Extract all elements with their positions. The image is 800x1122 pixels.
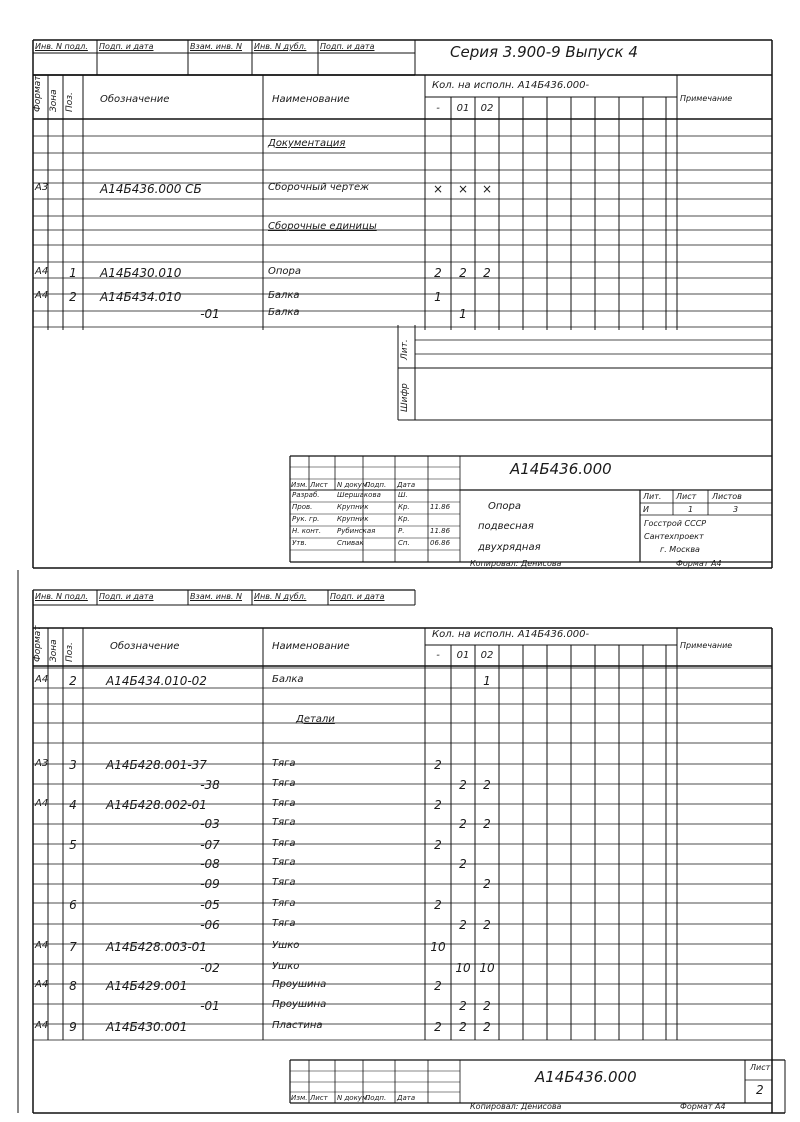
s1-lit-val: И [643, 505, 649, 514]
hdr2-designation: Обозначение [110, 641, 180, 652]
s2-row-7-designation: -08 [200, 857, 220, 871]
s1-org-line-0: Госстрой СССР [644, 519, 707, 528]
s2-row-13-name: Проушина [272, 979, 327, 990]
s1-row-4-format: А4 [35, 290, 49, 301]
s2-row-3-name: Тяга [272, 778, 296, 789]
s2-row-5-name: Тяга [272, 817, 296, 828]
s2-row-14-q2: 2 [483, 999, 491, 1013]
s2-row-11-designation: А14Б428.003-01 [106, 940, 207, 954]
inv2-label-4: Подп. и дата [330, 592, 385, 601]
s2-row-4-name: Тяга [272, 798, 296, 809]
s2-row-14-designation: -01 [200, 999, 220, 1013]
s1-row-1-format: А3 [35, 182, 49, 193]
s1-sheets-val: 3 [733, 505, 739, 514]
inv-label-1: Подп. и дата [99, 42, 154, 51]
inv2-label-0: Инв. N подл. [35, 592, 88, 601]
s2-stamp-hdr-1: Лист [310, 1094, 328, 1102]
s2-row-10-designation: -06 [200, 918, 220, 932]
s2-row-5-q2: 2 [483, 817, 491, 831]
s2-row-2-format: А3 [35, 758, 49, 769]
s1-row-3-pos: 1 [69, 266, 77, 280]
s2-row-15-name: Пластина [272, 1020, 323, 1031]
s1-stamp-hdr-0: Изм. [291, 481, 308, 489]
s2-row-8-name: Тяга [272, 877, 296, 888]
s1-stamp-sign-3: Р. [398, 527, 405, 535]
s1-row-5-name: Балка [268, 307, 300, 318]
s1-format-label: Формат А4 [676, 559, 722, 568]
s2-row-7-q1: 2 [459, 857, 467, 871]
hdr2-qty-col-2: 02 [480, 650, 494, 661]
s1-stamp-hdr-2: N докум. [337, 481, 370, 489]
hdr2-qty-col-0: - [436, 650, 440, 661]
s2-row-3-designation: -38 [200, 778, 220, 792]
s2-row-0-pos: 2 [69, 674, 77, 688]
s1-stamp-sign-2: Кр. [398, 515, 410, 523]
s2-row-13-q0: 2 [434, 979, 442, 993]
s2-row-2-name: Тяга [272, 758, 296, 769]
s1-row-1-q1: × [457, 182, 469, 196]
s1-title-line-1: подвесная [478, 521, 534, 532]
s2-row-9-name: Тяга [272, 898, 296, 909]
lit-label: Лит. [400, 339, 410, 360]
s1-stamp-sign-0: Ш. [398, 491, 408, 499]
hdr2-format: Формат [33, 625, 43, 662]
inv-label-0: Инв. N подл. [35, 42, 88, 51]
s2-row-2-designation: А14Б428.001-37 [106, 758, 207, 772]
s1-copied: Копировал: Денисова [470, 559, 562, 568]
s2-row-4-format: А4 [35, 798, 49, 809]
s1-row-3-name: Опора [268, 266, 302, 277]
s2-row-6-designation: -07 [200, 838, 220, 852]
s2-row-11-format: А4 [35, 940, 49, 951]
s2-row-11-name: Ушко [272, 940, 300, 951]
s2-row-9-designation: -05 [200, 898, 220, 912]
s2-row-12-name: Ушко [272, 961, 300, 972]
s2-row-5-designation: -03 [200, 817, 220, 831]
s1-stamp-hdr-4: Дата [397, 481, 416, 489]
s2-row-13-designation: А14Б429.001 [106, 979, 188, 993]
hdr2-qty-col-1: 01 [456, 650, 470, 661]
s1-row-4-q0: 1 [434, 290, 442, 304]
series-title: Серия 3.900-9 Выпуск 4 [450, 43, 638, 61]
s2-stamp-hdr-2: N докум. [337, 1094, 370, 1102]
s2-row-15-pos: 9 [69, 1020, 77, 1034]
s2-row-14-q1: 2 [459, 999, 467, 1013]
s2-row-6-q0: 2 [434, 838, 442, 852]
hdr-qty-col-1: 01 [456, 103, 470, 114]
inv-label-3: Инв. N дубл. [254, 42, 307, 51]
s1-row-5-designation: -01 [200, 307, 220, 321]
s2-row-15-format: А4 [35, 1020, 49, 1031]
s2-row-2-pos: 3 [69, 758, 77, 772]
s2-row-4-designation: А14Б428.002-01 [106, 798, 207, 812]
s2-stamp-hdr-0: Изм. [291, 1094, 308, 1102]
s2-row-1-name: Детали [296, 714, 335, 725]
hdr-zone: Зона [49, 89, 59, 112]
s1-row-1-q2: × [481, 182, 493, 196]
s2-row-0-name: Балка [272, 674, 304, 685]
s1-row-1-name: Сборочный чертеж [268, 182, 370, 193]
s1-stamp-name-3: Рубинская [337, 527, 376, 535]
s2-row-0-q2: 1 [483, 674, 491, 688]
hdr-name: Наименование [272, 94, 350, 105]
s1-stamp-date-4: 06.86 [430, 539, 451, 547]
s1-stamp-name-4: Спивак [337, 539, 364, 547]
s1-stamp-sign-4: Сп. [398, 539, 410, 547]
s1-stamp-hdr-3: Подп. [365, 481, 387, 489]
s1-stamp-role-0: Разраб. [292, 491, 320, 499]
inv2-label-2: Взам. инв. N [190, 592, 242, 601]
s2-row-14-name: Проушина [272, 999, 327, 1010]
s1-stamp-role-2: Рук. гр. [292, 515, 320, 523]
s1-stamp-sign-1: Кр. [398, 503, 410, 511]
s1-stamp-date-1: 11.86 [430, 503, 451, 511]
s2-sheet-val: 2 [756, 1083, 764, 1097]
hdr2-note: Примечание [680, 641, 733, 650]
s1-stamp-name-0: Шершакова [337, 491, 381, 499]
s1-row-5-q1: 1 [459, 307, 467, 321]
inv-label-4: Подп. и дата [320, 42, 375, 51]
s2-sheet-hdr: Лист [750, 1063, 771, 1072]
hdr2-qty: Кол. на исполн. А14Б436.000- [432, 629, 590, 640]
s2-row-13-pos: 8 [69, 979, 77, 993]
s2-row-8-q2: 2 [483, 877, 491, 891]
s2-row-3-q1: 2 [459, 778, 467, 792]
s2-stamp-hdr-4: Дата [397, 1094, 416, 1102]
s1-row-3-q1: 2 [459, 266, 467, 280]
s1-lit-hdr: Лит. [643, 492, 662, 501]
s1-stamp-name-2: Крупник [337, 515, 369, 523]
s2-row-12-q2: 10 [479, 961, 495, 975]
s2-row-7-name: Тяга [272, 857, 296, 868]
s2-row-4-pos: 4 [69, 798, 77, 812]
s1-stamp-role-4: Утв. [292, 539, 307, 547]
hdr-format: Формат [33, 75, 43, 112]
s1-org-line-2: г. Москва [660, 545, 700, 554]
s1-sheets-hdr: Листов [712, 492, 742, 501]
s1-stamp-name-1: Крупник [337, 503, 369, 511]
s1-row-3-designation: А14Б430.010 [100, 266, 182, 280]
s2-row-9-q0: 2 [434, 898, 442, 912]
s1-title-line-2: двухрядная [478, 542, 541, 553]
inv2-label-1: Подп. и дата [99, 592, 154, 601]
s2-row-15-q2: 2 [483, 1020, 491, 1034]
hdr-pos: Поз. [65, 92, 75, 112]
s2-row-15-designation: А14Б430.001 [106, 1020, 188, 1034]
inv-label-2: Взам. инв. N [190, 42, 242, 51]
s1-row-3-q0: 2 [434, 266, 442, 280]
s1-row-0-name: Документация [268, 138, 346, 149]
s1-row-2-name: Сборочные единицы [268, 221, 377, 232]
s2-row-12-designation: -02 [200, 961, 220, 975]
s2-row-8-designation: -09 [200, 877, 220, 891]
hdr-qty-col-2: 02 [480, 103, 494, 114]
s1-sheet-hdr: Лист [676, 492, 697, 501]
s2-row-2-q0: 2 [434, 758, 442, 772]
s1-row-1-q0: × [432, 182, 444, 196]
s1-row-3-q2: 2 [483, 266, 491, 280]
s2-row-6-name: Тяга [272, 838, 296, 849]
s1-row-3-format: А4 [35, 266, 49, 277]
hdr2-name: Наименование [272, 641, 350, 652]
s2-row-11-q0: 10 [430, 940, 446, 954]
s1-org-line-1: Сантехпроект [644, 532, 704, 541]
s1-row-1-designation: А14Б436.000 СБ [100, 182, 202, 196]
s2-row-15-q1: 2 [459, 1020, 467, 1034]
s2-row-10-name: Тяга [272, 918, 296, 929]
s2-row-9-pos: 6 [69, 898, 77, 912]
s1-stamp-role-3: Н. конт. [292, 527, 322, 535]
s2-stamp-hdr-3: Подп. [365, 1094, 387, 1102]
s1-stamp-role-1: Пров. [292, 503, 313, 511]
s2-row-0-format: А4 [35, 674, 49, 685]
s2-row-10-q1: 2 [459, 918, 467, 932]
s1-row-4-designation: А14Б434.010 [100, 290, 182, 304]
hdr-qty: Кол. на исполн. А14Б436.000- [432, 80, 590, 91]
s1-row-4-name: Балка [268, 290, 300, 301]
s2-row-12-q1: 10 [455, 961, 471, 975]
hdr-designation: Обозначение [100, 94, 170, 105]
s2-row-4-q0: 2 [434, 798, 442, 812]
s2-copied: Копировал: Денисова [470, 1102, 562, 1111]
s2-row-6-pos: 5 [69, 838, 77, 852]
s1-row-4-pos: 2 [69, 290, 77, 304]
s2-row-11-pos: 7 [69, 940, 77, 954]
s1-sheet-val: 1 [688, 505, 694, 514]
s1-title-line-0: Опора [488, 501, 522, 512]
s1-stamp-hdr-1: Лист [310, 481, 328, 489]
hdr-qty-col-0: - [436, 103, 440, 114]
s2-row-3-q2: 2 [483, 778, 491, 792]
hdr2-zone: Зона [49, 639, 59, 662]
hdr2-pos: Поз. [65, 642, 75, 662]
s1-stamp-date-3: 11.86 [430, 527, 451, 535]
s2-row-13-format: А4 [35, 979, 49, 990]
s2-format-label: Формат А4 [680, 1102, 726, 1111]
s2-row-0-designation: А14Б434.010-02 [106, 674, 207, 688]
hdr-note: Примечание [680, 94, 733, 103]
s2-doc-number: А14Б436.000 [535, 1068, 637, 1086]
s1-doc-number: А14Б436.000 [510, 460, 612, 478]
inv2-label-3: Инв. N дубл. [254, 592, 307, 601]
s2-row-10-q2: 2 [483, 918, 491, 932]
cipher-label: Шифр [400, 383, 410, 412]
s2-row-15-q0: 2 [434, 1020, 442, 1034]
s2-row-5-q1: 2 [459, 817, 467, 831]
